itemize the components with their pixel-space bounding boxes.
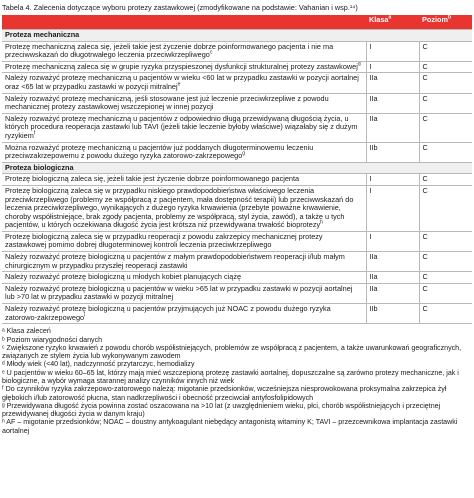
- footnote-marker: i: [84, 312, 86, 319]
- section-title: Proteza biologiczna: [2, 162, 472, 174]
- table-row: [2, 61, 472, 73]
- footnote-item: ᵇ Poziom wiarygodności danych: [2, 335, 103, 344]
- recommendation-text: Protezę biologiczną zaleca się w przypadku niskiego prawdopodobieństwa właściwego leczenia przeciwkrzepliwego (problemy ze współpracą z pacjentem, mała dostępność terapii) lub przeciwwskazań do leczenia przeciwkrzepliwego, wynikających z dużego ryzyka krwawienia (przebyte poważne krwawienie, choroby współistniejące, brak zgody pacjenta, problemy ze współpracą, styl życia, zawód), a także u tych pacjentów, u których oczekiwana długość życia jest krótsza niż przewidywana trwałość bioprotezy$^h$: [2, 185, 366, 231]
- klasa-cell: I: [366, 231, 419, 251]
- poziom-cell: C: [419, 73, 472, 93]
- klasa-cell: IIa: [366, 93, 419, 113]
- table-row: [2, 142, 472, 162]
- section-title: Proteza mechaniczna: [2, 30, 472, 42]
- recommendation-text: Protezę biologiczną zaleca się w przypadku reoperacji z powodu zakrzepicy mechanicznej protezy zastawkowej pomimo dobrej długoterminowej kontroli leczenia przeciwkrzepliwego: [2, 231, 366, 251]
- recommendation-text: Protezę biologiczną zaleca się, jeżeli takie jest życzenie dobrze poinformowanego pacjenta: [2, 174, 366, 186]
- klasa-cell: I: [366, 185, 419, 231]
- table-row: [2, 73, 472, 93]
- poziom-cell: C: [419, 304, 472, 324]
- footnote-item: ᵍ Przewidywana długość życia powinna zostać oszacowana na >10 lat (z uwzględnieniem wieku, płci, chorób współistniejących i przeciętnej przewidywanej długości życia w danym kraju): [2, 401, 441, 419]
- recommendation-text: Należy rozważyć protezę biologiczną u pacjentów w wieku >65 lat w przypadku zastawki w pozycji aortalnej lub >70 lat w przypadku zastawki w pozycji mitralnej: [2, 283, 366, 303]
- recommendation-text: Protezę mechaniczną zaleca się, jeżeli takie jest życzenie dobrze poinformowanego pacjenta i nie ma przeciwwskazań do długotrwałego leczenia przeciwkrzepliwego$^c$: [2, 41, 366, 61]
- table-row: [2, 252, 472, 272]
- section-header-row: [2, 30, 472, 42]
- klasa-cell: IIa: [366, 272, 419, 284]
- header-klasa: Klasa$^a$: [366, 15, 419, 30]
- footnotes: [0, 324, 474, 435]
- klasa-cell: IIa: [366, 73, 419, 93]
- klasa-cell: I: [366, 41, 419, 61]
- table-row: [2, 272, 472, 284]
- table-row: [2, 185, 472, 231]
- poziom-cell: C: [419, 283, 472, 303]
- poziom-cell: C: [419, 142, 472, 162]
- footnote-item: ᵈ Młody wiek (<40 lat), nadczynność przytarczyc, hemodializy: [2, 360, 195, 369]
- table-row: [2, 304, 472, 324]
- recommendation-text: Należy rozważyć protezę biologiczną u pacjentów z małym prawdopodobieństwem reoperacji i/lub małym chirurgicznym w przypadku przyszłej reoperacji zastawki: [2, 252, 366, 272]
- recommendation-text: Należy rozważyć protezę mechaniczną, jeśli stosowane jest już leczenie przeciwkrzepliwe z powodu mechanicznej protezy zastawkowej wszczepionej w innej pozycji: [2, 93, 366, 113]
- recommendations-table: [2, 15, 472, 324]
- recommendation-text: Należy rozważyć protezę mechaniczną u pacjentów z odpowiednio długą przewidywaną długością życia, u których procedura reoperacja zastawki lub TAVI (jeżeli takie leczenie byłoby właściwe) wiązałaby się z dużym ryzykiem$^f$: [2, 113, 366, 142]
- section-header-row: [2, 162, 472, 174]
- table-row: [2, 174, 472, 186]
- footnote-marker: e: [177, 81, 181, 88]
- header-recommendation: .: [2, 15, 366, 30]
- klasa-cell: I: [366, 174, 419, 186]
- table-row: [2, 93, 472, 113]
- table-caption: Tabela 4. Zalecenia dotyczące wyboru protezy zastawkowej (zmodyfikowane na podstawie: Vahanian i wsp.¹⁴): [2, 3, 358, 12]
- recommendation-text: Należy rozważyć protezę biologiczną u młodych kobiet planujących ciążę: [2, 272, 366, 284]
- footnote-marker: c: [209, 49, 213, 56]
- klasa-cell: IIb: [366, 142, 419, 162]
- footnote-marker: d: [357, 61, 361, 68]
- footnote-item: ᶜ Zwiększone ryzyko krwawień z powodu chorób współistniejących, problemów ze współpracą z pacjentem, a także uwarunkowań geograficznych, związanych ze stylem życia lub wykonywanym zawodem: [2, 343, 462, 361]
- klasa-cell: IIa: [366, 283, 419, 303]
- footnote-item: ᵉ U pacjentów w wieku 60–65 lat, którzy mają mieć wszczepioną protezę zastawki aortalnej, dopuszczalne są zarówno protezy mechaniczne, jak i biologiczne, a wybór wymaga starannej analizy czynników innych niż wiek: [2, 368, 459, 385]
- footnote-marker: g: [242, 150, 246, 157]
- footnote-marker: f: [33, 130, 36, 137]
- klasa-cell: IIa: [366, 252, 419, 272]
- poziom-cell: C: [419, 93, 472, 113]
- recommendation-text: Można rozważyć protezę mechaniczną u pacjentów już poddanych długoterminowemu leczeniu przeciwzakrzepowemu z powodu dużego ryzyka zatorowo-zakrzepowego$^g$: [2, 142, 366, 162]
- poziom-cell: C: [419, 231, 472, 251]
- klasa-cell: IIa: [366, 113, 419, 142]
- table-row: [2, 231, 472, 251]
- footnote-item: ᶠ Do czynników ryzyka zakrzepowo-zatorowego należą: migotanie przedsionków, wcześniejsza niesprowokowana proksymalna zakrzepica żył głębokich i/lub zatorowość płucna, stan nadkrzepliwości i obecność przeciwciał antyfosfolipidowych: [2, 385, 447, 402]
- recommendation-text: Należy rozważyć protezę mechaniczną u pacjentów w wieku <60 lat w przypadku zastawki w pozycji aortalnej oraz <65 lat w przypadku zastawki w pozycji mitralnej$^e$: [2, 73, 366, 93]
- table-header-row: [2, 15, 472, 30]
- table-row: [2, 41, 472, 61]
- klasa-cell: I: [366, 61, 419, 73]
- footnote-item: ᵃ Klasa zaleceń: [2, 327, 51, 336]
- poziom-cell: C: [419, 252, 472, 272]
- poziom-cell: C: [419, 174, 472, 186]
- poziom-cell: C: [419, 272, 472, 284]
- poziom-cell: C: [419, 61, 472, 73]
- poziom-cell: C: [419, 41, 472, 61]
- header-poziom: Poziom$^b$: [419, 15, 472, 30]
- recommendation-text: Należy rozważyć protezę biologiczną u pacjentów przyjmujących już NOAC z powodu dużego ryzyka zatorowo-zakrzepowego$^i$: [2, 304, 366, 324]
- recommendation-text: Protezę mechaniczną zaleca się w grupie ryzyka przyspieszonej dysfunkcji strukturalnej protezy zastawkowej$^d$: [2, 61, 366, 73]
- table-row: [2, 283, 472, 303]
- footnote-item: ʰ AF – migotanie przedsionków; NOAC – doustny antykoagulant niebędący antagonistą witaminy K; TAVI – przezcewnikowa implantacja zastawki aortalnej: [2, 418, 458, 435]
- klasa-cell: IIb: [366, 304, 419, 324]
- poziom-cell: C: [419, 113, 472, 142]
- footnote-marker: h: [320, 219, 323, 226]
- table-row: [2, 113, 472, 142]
- poziom-cell: C: [419, 185, 472, 231]
